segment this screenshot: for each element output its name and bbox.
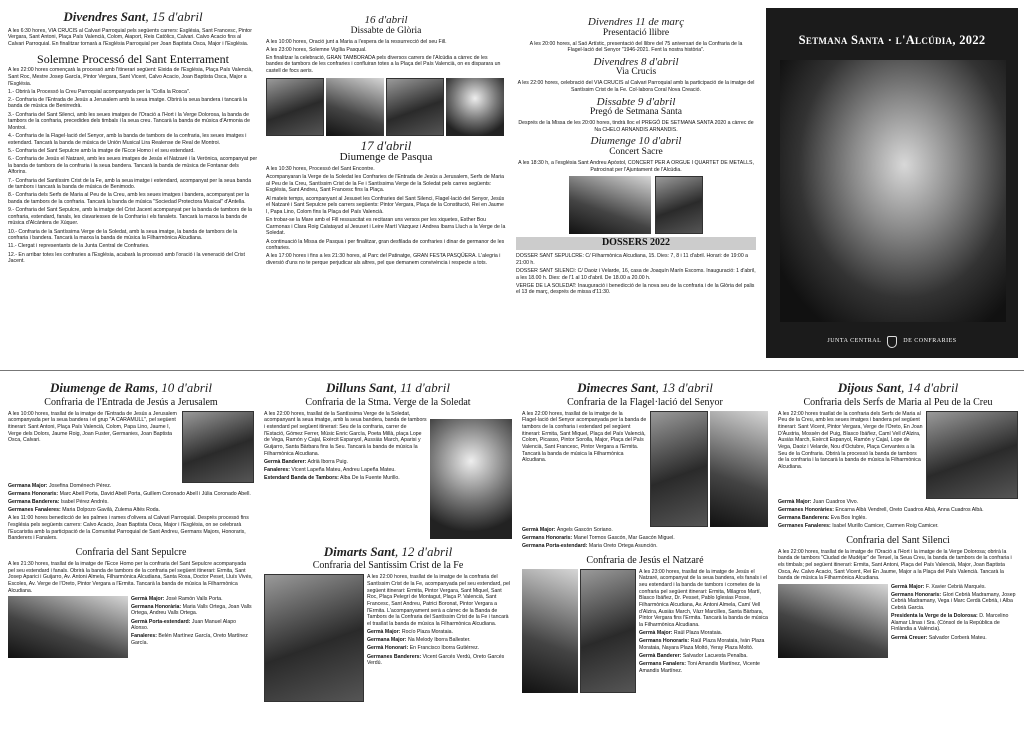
flagellacio-honoraris: [522, 535, 768, 542]
event2-text: A les 22:00 hores, celebració del VIA CRUCIS al Calvari Parroquial amb la participació de la imatge del Santíssim Crist de la Fe. Col·labora Coral Nova Creació.: [517, 80, 755, 93]
label: Germana Major:: [8, 482, 48, 489]
entrada-block: [8, 411, 254, 483]
label: Germans Honoraris:: [891, 591, 942, 598]
value: Isabel Pérez Andrés.: [60, 498, 109, 505]
crist-fe-text: A les 22:00 hores, trasllat de la imatge de la confraria del Santíssim Crist de la Fe, acompanyada pel seu estendard, pel següent itinerari: Ermita, Pintor Vergara, Sant Miquel, Sant Roc, Plaça Pelegrí de Montagut, Plaça P. Valencià, Sant Francesc, Sant Andreu, Patrici Boronat, Pintor Vergara a l'Ermita. L'acompanyament serà a càrrec de la Banda de Tambors de la Confraria del Santíssim Crist de la Fe i tancarà el trasllat la banda de música la Filharmònica Alcudiana.: [367, 574, 511, 627]
value: Marc Abell Porta, David Abell Porta, Guillem Coronado Abell i Júlia Coronado Abell.: [59, 490, 251, 497]
event1-title: Presentació llibre: [602, 27, 670, 38]
crist-fe-major-f: [367, 637, 512, 644]
flagellacio-major: [522, 527, 768, 534]
entrada-honoraris: [8, 491, 254, 498]
col-holy-thursday: [778, 381, 1018, 727]
value: Encarna Albà Vendrell, Oreto Cuadros Albà, Anna Cuadros Albà.: [835, 506, 984, 513]
day-name: Divendres Sant: [63, 10, 146, 24]
natzare-honoraris: [639, 638, 768, 651]
easter-text-3: Al mateix temps, acompanyant al Jesuset les Confraries del Sant Silenci, Flagel·lació del Senyor, Jesús el Natzaré i Sant Sepulcre pels carrers següents: Pintor Vergara, Plaça de la Constitució, Rei en Jaume I, Papa Lino, Colom fins la Plaça del País Valencià.: [266, 195, 505, 215]
soledat-heading: Confraria de la Stma. Verge de la Soledat: [305, 396, 471, 408]
value: D. Marcelino Alamar Llinas i Sra. (Cònsol de la República de Finlàndia a València).: [891, 613, 1009, 633]
value: Maria Valls Ortega, Joan Valls Ortega, Andreu Valls Ortega.: [131, 603, 252, 617]
label: Germana Porta-estendard:: [522, 542, 588, 549]
palm-blessing-text: A les 11:00 hores benedicció de les palmes i rames d'olivera al Calvari Parroquial. Després processó fins l'església pels següents carrers: Calvo Acacio, Joan Baptista Osca, Major i l'Església, on se celebrarà l'Eucaristia amb la participació de la Comunitat Parroquial de Sant Andreu, Germans Majors, Honoraris, Banderers i Fanalers.: [8, 515, 249, 542]
value: Glori Cebrià Madramany, Josep Cebrià Madramany, Vega i Marc Cerdà Cebrià, i Alba Cebrià Garcia.: [891, 591, 1016, 612]
photo-church-interior: [569, 176, 651, 234]
easter-date: 17 d'abril: [360, 137, 412, 153]
value: Eva Bos Inglés.: [830, 514, 867, 521]
event3-title: Pregó de Setmana Santa: [589, 107, 683, 118]
procession-items: [8, 89, 258, 265]
cover-footer: [766, 336, 1018, 348]
photo-organ: [655, 176, 703, 234]
soledat-banderer: [264, 459, 427, 466]
value: Alba De la Fuente Murillo.: [340, 475, 400, 482]
day-name: Dimecres Sant: [577, 381, 656, 395]
label: Germà Major:: [367, 629, 401, 636]
value: Na Melody Iborra Ballester.: [407, 637, 471, 644]
crist-fe-banderers: [367, 654, 512, 667]
label: Fanaleres:: [131, 633, 157, 640]
natzare-major: [639, 630, 768, 637]
flagellacio-block: [522, 411, 768, 527]
photo-sepulcre: [8, 596, 128, 658]
label: Germans Honoraris:: [522, 534, 573, 541]
label: Germà Major:: [778, 498, 812, 505]
label: Germana Honorària:: [131, 603, 182, 610]
natzare-text-col: [639, 569, 768, 693]
entrada-heading: Confraria de l'Entrada de Jesús a Jerusalem: [44, 396, 218, 408]
value: F. Xavier Cebrià Marqués.: [925, 583, 986, 590]
label: Germans Honoraris:: [639, 638, 690, 645]
saturday-photos: [266, 78, 506, 136]
event2-title: Via Crucis: [615, 67, 657, 78]
holy-saturday-title: Dissabte de Glòria: [350, 25, 422, 36]
label: Estendard Banda de Tambors:: [264, 475, 339, 482]
sepulcre-heading: Confraria del Sant Sepulcre: [75, 546, 187, 558]
label: Germà Banderer:: [639, 652, 682, 659]
easter-text-6: A les 17:00 hores i fins a les 21:30 hores, al Parc del Patinatge, GRAN FESTA PASQÜERA. L'alegria i diversió d'uns no te perque perjudicar als altres, pel que demanem convivència i respecte a tots.: [266, 253, 501, 267]
procession-item: 9.- Confraria del Sant Sepulcre, amb la imatge del Crist Jacent acompanyat per la banda de tambors de la confraria, estendard, fanals, les clavariesses de la Confraria i els fanalets. Tancarà la marxa la banda de música d'Alcàntera de Xúquer.: [8, 207, 252, 227]
label: Germanes Honoràries:: [778, 506, 834, 513]
day-date: 10 d'abril: [161, 381, 213, 395]
silenci-creuer: [891, 635, 1018, 642]
natzare-photos: [522, 569, 636, 693]
event3-text: Després de la Missa de les 20:00 hores, tindrà lloc el PREGÓ DE SETMANA SANTA 2020 a càrrec de Na CHELO ARNANDIS ARNANDIS.: [518, 120, 754, 133]
serfs-banderera: [778, 515, 1018, 522]
procession-item: 8.- Confraria dels Serfs de Maria al Peu de la Creu, amb les seues imatges i bandera, acompanyat per la banda de tambors de la confraria. Tancarà la banda de música "Sociedad Protectora Musical" d'Antella.: [8, 192, 250, 206]
procession-item: 6.- Confraria de Jesús el Natzaré, amb les seues imatges de Jesús el Natzaré i la Verònica, acompanyat per la banda de tambors de la confraria i la seua bandera. Tancarà la banda de música de Fontanar dels Alforins.: [8, 156, 258, 176]
natzare-block: [522, 569, 768, 693]
procession-item: 5.- Confraria del Sant Sepulcre amb la imatge de l'Ecce Homo i el seu estendard.: [8, 147, 195, 154]
photo-procession-4: [446, 78, 504, 136]
soledat-estendard: [264, 475, 427, 482]
silenci-roles: [891, 584, 1018, 658]
sat-text-1: A les 10:00 hores, Oració junt a Maria a l'espera de la ressurrecció del seu Fill.: [266, 38, 447, 45]
label: Germana Banderera:: [778, 514, 830, 521]
photo-crist-fe: [264, 574, 364, 702]
serfs-fanaleres: [778, 523, 1018, 530]
dosser-1: DOSSER SANT SEPULCRE: C/ Filharmònica Alcudiana, 15. Dies: 7, 8 i 11 d'abril. Horari: de 19:00 a 21:00 h.: [516, 253, 749, 266]
serfs-heading: Confraria dels Serfs de Maria al Peu de la Creu: [803, 396, 993, 408]
value: Maria Dolpozo Gavilà, Zulema Altés Roda.: [62, 507, 160, 514]
col-palm-sunday: [8, 381, 254, 727]
thursday-heading: Dijous Sant, 14 d'abril: [837, 381, 959, 395]
procession-item: 11.- Clergat i representants de la Junta Central de Confraries.: [8, 243, 150, 250]
day-name: Diumenge de Rams: [49, 381, 155, 395]
easter-text-5: A continuació la Missa de Pasqua i per finalitzar, gran desfilada de confraries i dinar de germanor de les confraries.: [266, 238, 505, 252]
col-holy-wednesday: [522, 381, 768, 727]
procession-item: 2.- Confraria de l'Entrada de Jesús a Jerusalem amb la seua imatge. Obrirà la seua bandera i tancarà la banda de música de Benirredrà.: [8, 96, 248, 110]
photo-procession-3: [386, 78, 444, 136]
event3-date: Dissabte 9 d'abril: [596, 95, 676, 108]
footer-left: JUNTA CENTRAL: [827, 338, 882, 345]
photo-natzare-2: [580, 569, 636, 693]
photo-entrada: [182, 411, 254, 483]
label: Germana Major:: [367, 637, 407, 644]
sepulcre-roles: [131, 596, 254, 658]
natzare-banderer: [639, 653, 768, 660]
label: Germana Banderera:: [8, 498, 60, 505]
crist-fe-text-col: [367, 574, 512, 702]
col-good-friday: [8, 10, 258, 365]
label: Germà Banderer:: [264, 458, 307, 465]
burial-procession-heading: Solemne Processó del Sant Enterrament: [37, 51, 229, 66]
label: Germà Major:: [131, 595, 165, 602]
value: Juan Cuadros Vivo.: [812, 498, 859, 505]
sepulcre-major: [131, 596, 254, 603]
label: Germans Honoraris:: [8, 490, 59, 497]
value: Josefina Doménech Pérez.: [48, 482, 112, 489]
crist-fe-major: [367, 629, 512, 636]
day-date: 15 d'abril: [151, 10, 203, 24]
easter-text-4: En trobar-se la Mare amb el Fill ressuscitat es recitaran uns versos per les xiquetes, Esther Bou Carmonas i Clara Roig Calatayud al Jesuset i Leire Martí Vàzquez i Andrea Ibarra Lluch a la Verge de la Soledat.: [266, 217, 506, 237]
silenci-text: A les 22:00 hores, trasllat de la imatge de l'Oració a l'Hort i la imatge de la Verge Dolorosa; obrirà la banda de tambors "Ciudad de Mudéjar" de Teruel, la Seua Creu, la banda de tambors de la confraria i els timbals; pel següent itinerari: Ermita, Sant Antoni, Plaça del País Valencià, Major, Joan Baptista Osca, Av. Calvo Acacio, Sant Vicent, Rei En Jaume, Major a la Plaça del País Valencià. Tancarà la banda de música la Filharmònica Alcudiana.: [778, 548, 1012, 582]
dosser-2: DOSSER SANT SILENCI: C/ Daoiz i Velarde, 16, casa de Joaquín Marín Escoms. Inauguració: 1 d'abril, a les 18.00 h. Dies: de l'1 al 10 d'abril. De 18.00 a 20.00 h.: [516, 267, 756, 281]
cover-photo-christ: [780, 60, 1006, 322]
photo-flagellacio-2: [710, 411, 768, 527]
label: Presidenta la Verge de la Dolorosa:: [891, 613, 978, 620]
value: En Francisco Iborra Gutiérrez.: [409, 645, 480, 652]
sepulcre-fanaleres: [131, 633, 254, 646]
crist-fe-honorari: [367, 645, 512, 652]
procession-item: 7.- Confraria del Santíssim Crist de la Fe, amb la seua imatge i estendard, acompanyat per la seua banda de tambors i tancarà la banda de música de Benimodo.: [8, 177, 252, 191]
day-name: Dilluns Sant: [326, 381, 394, 395]
day-date: 11 d'abril: [400, 381, 450, 395]
label: Germà Major:: [639, 630, 673, 637]
easter-text-1: A les 10:30 hores, Processó del Sant Encontre.: [266, 165, 375, 172]
soledat-block: [264, 411, 512, 539]
tuesday-heading: Dimarts Sant, 12 d'abril: [323, 543, 453, 559]
value: Vicent Garcés Verdú, Oreto Garcés Verdú.: [367, 653, 505, 667]
day-name: Dijous Sant: [837, 381, 901, 395]
value: Salvador Corberà Mateu.: [928, 634, 987, 641]
label: Germanes Banderers:: [367, 653, 422, 660]
value: José Ramón Valls Porta.: [165, 595, 223, 602]
procession-intro: A les 22:00 hores començarà la processó amb l'itinerari següent: Eixida de l'Església, Plaça País Valencià, Sant Roc, Mestre Josep García, Pintor Vergara, Sant Vicent, Calvo Acacio, Joan Baptista Osca, Major a l'Església.: [8, 67, 253, 87]
sat-text-3: En finalitzar la celebració, GRAN TAMBORADA pels diversos carrers de l'Alcúdia a càrrec de les bandes de tambors de les confraries i confluiran totes a la Plaça del País Valencià, on es disparara un castell de focs aeris.: [266, 54, 501, 75]
day-date: 13 d'abril: [662, 381, 713, 395]
natzare-fanalers: [639, 661, 768, 674]
value: Salvador Lacuesta Penalba.: [682, 652, 748, 659]
photo-soledat: [430, 419, 512, 539]
easter-title: Diumenge de Pasqua: [339, 151, 433, 164]
value: Toni Amandis Martínez, Vicente Amandis Martínez.: [639, 661, 760, 674]
serfs-block: [778, 411, 1018, 499]
event4-text: A les 18:30 h, a l'església Sant Andreu Apòstol, CONCERT PER A ORGUE I QUARTET DE METALLS, Patrocinat per l'Ajuntament de l'Alcúdia.: [518, 160, 754, 173]
label: Germanes Fanaleres:: [8, 507, 61, 514]
silenci-block: [778, 584, 1018, 658]
label: Germà Porta-estendard:: [131, 618, 191, 625]
natzare-heading: Confraria de Jesús el Natzaré: [586, 554, 704, 566]
value: Raül Plaza Morataia.: [673, 630, 723, 637]
concert-photos: [516, 176, 756, 234]
label: Germanes Fanaleres:: [778, 523, 831, 530]
photo-natzare-1: [522, 569, 578, 693]
sepulcre-intro: A les 21:30 hores, trasllat de la imatge de l'Ecce Homo per la confraria del Sant Sepulcre acompanyada pel seu estendard i fanals. Obrirà la banda de tambors de la confraria pel següent itinerari: Ermita, Sant Josep Aparici i Guijarro, Av. Antoni Almela, Filharmònica Alcudiana, Santa Rosa, Doctor Peset, Lluís Vivés, Escoles, Av. Verge de l'Oreto, Pintor Vergara a l'Ermita. Tancarà la banda de música la Filharmònica Alcudiana.: [8, 560, 253, 594]
value: Raül Plaza Morataia, Iván Plaza Morataia, Nayara Plaza Moltó, Yeray Plaza Moltó.: [639, 638, 765, 651]
label: Germà Creuer:: [891, 634, 928, 641]
flagellacio-text: A les 22:00 hores, trasllat de la imatge de la Flagel·lació del Senyor acompanyada per la banda de tambors de la confraria i estendard pel següent itinerari: Ermita, Sant Miquel, Plaça del País Valencià, Colom, Picasso, Pintor Sorolla, Major, Plaça del País Valencià, Sant Francesc, Pintor Vergara a l'Ermita. Tancarà la banda de música la Filharmònica Alcudiana.: [522, 410, 647, 464]
value: Rocío Plaza Morataia.: [401, 629, 453, 636]
photo-silenci: [778, 584, 888, 658]
label: Germà Major:: [891, 583, 925, 590]
day-date: 12 d'abril: [401, 543, 453, 559]
soledat-fanaleres: [264, 467, 427, 474]
col-holy-mon-tue: [264, 381, 512, 727]
sat-text-2: A les 23:00 hores, Solemne Vigília Pasqual.: [266, 46, 367, 53]
procession-item: 12.- En arribar totes les confraries a l'Església, acabarà la processó amb l'oració i la veneració del Crist Jacent.: [8, 251, 245, 265]
easter-text-2: Acompanyaran la Verge de la Soledat les Confraries de l'Entrada de Jesús a Jerusalem, Serfs de Maria al Peu de la Creu, Santíssim Crist de la Fe i Santíssima Verge de la Soledat pels carres següents: Església, Sant Andreu, Sant Francesc fins la Plaça.: [266, 174, 505, 194]
procession-item: 3.- Confraria del Sant Silenci, amb les seues imatges de l'Oració a l'Hort i la Verge Dolorosa, la banda de tambors de la confraria, precedides dels timbals i la seua creu. Tancarà la banda de música d'Armonia de Montroi.: [8, 111, 250, 131]
dosser-3: VERGE DE LA SOLEDAT: Inauguració i benedicció de la nova seu de la confraria i de la Glòria del palis el 13 de març, després de missa d'11:30.: [516, 282, 755, 296]
photo-flagellacio-1: [650, 411, 708, 527]
footer-right: DE CONFRARIES: [903, 338, 957, 345]
day-name: Dimarts Sant: [323, 543, 395, 559]
value: Belén Martínez García, Oreto Martínez García.: [131, 633, 248, 647]
value: Juan Manuel Alapo Alonso.: [131, 618, 236, 632]
entrada-major: [8, 483, 254, 490]
cover-panel: [766, 8, 1018, 358]
wednesday-heading: Dimecres Sant, 13 d'abril: [577, 381, 713, 395]
sepulcre-block: [8, 596, 254, 658]
value: Maria Oreto Ortega Asunción.: [588, 542, 658, 549]
label: Germans Fanalers:: [639, 661, 686, 668]
emblem-icon: [887, 336, 897, 348]
good-friday-heading: Divendres Sant, 15 d'abril: [63, 10, 203, 24]
serfs-text: A les 22:00 hores trasllat de la confraria dels Serfs de Maria al Peu de la Creu, amb les seues imatges i bandera pel següent itinerari: Sant Vicent, Pintor Vergara, Verge de l'Oreto, En Joan D'Àustria, Mossèn del Puig, Blasco Ibáñez, Camí Vell d'Alzira, Ausiàs March, Exèrcit Espanyol, Ramón y Cajal, Lope de Vega, Daoiz i Velarde, Nou d'Octubre, Plaça Cervantes a la Seu de la Confraria. Obrirà la processó la banda de tambors de la confraria i la tancarà la banda de música la Filharmònica Alcudiana.: [778, 410, 923, 470]
event4-date: Diumenge 10 d'abril: [590, 135, 682, 148]
photo-procession-2: [326, 78, 384, 136]
value: Vicent Lapeña Mateu, Andreu Lapeña Mateu.: [291, 466, 396, 473]
event1-text: A les 20:00 hores, al Saó Artístic, presentació del llibre del 75 aniversari de la Confraria de la Flagel·lació del Senyor "1946-2021. Fent la nostra història".: [529, 40, 743, 54]
procession-item: 4.- Confraria de la Flagel·lació del Senyor, amb la banda de tambors de la confraria, les seues imatges i estendard. Tancarà la banda de música de Unión Musical Lira Realense de Real de Montroi.: [8, 133, 247, 146]
col-easter: [266, 15, 506, 365]
value: Àngels Gascón Soriano.: [556, 526, 613, 533]
event2-date: Divendres 8 d'abril: [593, 55, 679, 68]
dossers-title: DOSSERS 2022: [516, 237, 756, 250]
label: Germà Honorari:: [367, 645, 409, 652]
value: Manel Tormos Gascón, Mar Gascón Miguel.: [573, 534, 675, 541]
soledat-text: A les 22:00 hores, trasllat de la Santíssima Verge de la Soledat, acompanyant la seua imatge, amb la seua bandera, banda de tambors i estendard pel següent itinerari: Seu de la confraria, carrer de l'Estació, Gómez Ferrer, Músic Enric García, Poeta Millà, plaça Lope de Vega, Ramón y Cajal, Exèrcit Espanyol, Aussiàs March, Aparisi y Guijarro, Santa Bàrbara fins la Seu. Tancarà la banda de música la Filharmònica Alcudiana.: [264, 410, 427, 457]
palm-sunday-heading: Diumenge de Rams, 10 d'abril: [49, 381, 213, 395]
serfs-major: [778, 499, 1018, 506]
flagellacio-estendard: [522, 543, 768, 550]
silenci-major: [891, 584, 1018, 591]
flagellacio-heading: Confraria de la Flagel·lació del Senyor: [567, 396, 723, 408]
crist-fe-block: [264, 574, 512, 702]
event4-title: Concert Sacre: [609, 147, 663, 158]
sepulcre-honorary: [131, 604, 254, 617]
cover-title: Setmana Santa · l'Alcúdia, 2022: [798, 33, 986, 47]
silenci-honoraris: [891, 592, 1018, 612]
silenci-presidenta: [891, 613, 1018, 633]
procession-item: 10.- Confraria de la Santíssima Verge de la Soledat, amb la seua imatge, la banda de tambors de la confraria i bandera. Tancarà la marxa la banda de música la Filharmònica Alcudiana.: [8, 228, 238, 242]
photo-procession-1: [266, 78, 324, 136]
entrada-banderera: [8, 499, 254, 506]
label: Germà Major:: [522, 526, 556, 533]
silenci-heading: Confraria del Sant Silenci: [846, 534, 950, 546]
fold-divider: [0, 370, 1024, 371]
sepulcre-estendard: [131, 619, 254, 632]
entrada-fanaleres: [8, 507, 254, 514]
via-crucis-text: A les 6:30 hores, VIA CRUCIS al Calvari Parroquial pels següents carrers: Església, Sant Francesc, Pintor Vergara, Sant Antoni, Plaça País Valencià, Colom, Aiaport, Reis Catòlics, Calvari. Calvo Acacio fins al Calvari Parroquial. En finalitzar tornarà a l'Església Parroquial per Joan Baptista Osca, Major i l'Església.: [8, 27, 252, 47]
crist-fe-heading: Confraria del Santíssim Crist de la Fe: [312, 560, 464, 572]
flagellacio-photos: [650, 411, 768, 527]
entrada-text: A les 10:00 hores, trasllat de la imatge de l'Entrada de Jesús a Jerusalem acompanyada per la seua bandera i el grup "A CARAMULL", pel següent itinerari: Sant Antoni, Plaça País Valencià, Colom, Papa Lino, Jaume I, Verge dels Dolors, Jaume Roig, Joan Fuster, Germanies, Joan Baptista Osca, Calvari.: [8, 410, 177, 444]
serfs-honoraries: [778, 507, 1018, 514]
event1-date: Divendres 11 de març: [587, 17, 685, 28]
label: Fanaleres:: [264, 466, 290, 473]
day-date: 14 d'abril: [907, 381, 959, 395]
value: Isabel Murillo Camicer, Carmen Roig Camicer.: [832, 523, 939, 530]
natzare-text: A les 23:00 hores, trasllat de la imatge de Jesús el Natzaré, acompanyat de la seua bandera, els fanals i el seu estendard i la banda de tambors i cornetes de la confraria pel següent itinerari: Ermita, Milagros Martí, Blasco Ibáñez, Dr. Pesset, Pablo Iglesias Posse, Filharmònica Alcudiana, Av. Antoni Almela, Camí Vell d'Alzira, Ausiàs March, Vàzr Marcilles, Santa Bàrbara, Pintor Vergara fins l'Ermita. Tancarà la banda de música la Filharmònica Alcudiana.: [639, 568, 768, 628]
monday-heading: Dilluns Sant, 11 d'abril: [326, 381, 450, 395]
holy-saturday-date: 16 d'abril: [364, 15, 408, 26]
procession-item: 1.- Obrirà la Processó la Creu Parroquial acompanyada per la "Colla la Rosca".: [8, 88, 191, 95]
photo-serfs: [926, 411, 1018, 499]
soledat-text-col: [264, 411, 427, 539]
col-events: [516, 17, 756, 365]
value: Adrià Iborra Puig.: [307, 458, 348, 465]
